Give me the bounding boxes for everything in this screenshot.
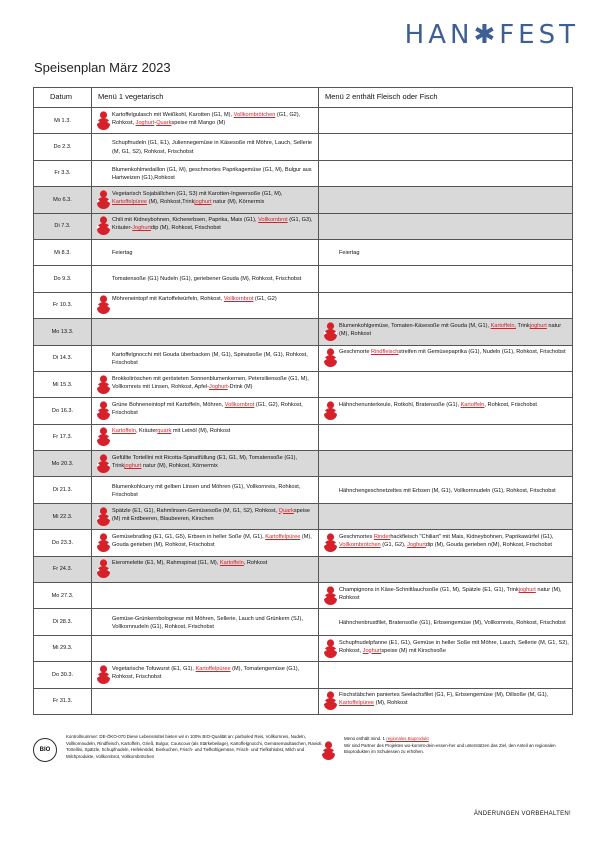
control-number-text: Kontrollnummer: DE-ÖKO-070 Diese Lebensmittel bieten wir in 100% BIO-Qualität an: parboiled Reis, Vollkornreis, Nudeln, Vollkornnudeln, Rindfleisch, Kartoffeln, Grieß, Bulgur, Couscous (als Stärkebeilage), Kartoffelgnocchi, Gemüsemaultaschen, Ravioli, Tortellini, Spätzle, Schupfnudeln, Hefeknödel, Eierkuchen, Frisch- und Tiefkühlgemüse, Frisch- und Tiefkühlobst, Milch und Milchprodukte, Vollkornbrot, Vollkornbrötchen	[66, 734, 323, 759]
menu1-cell-text	[112, 215, 315, 232]
menu2-cell	[319, 424, 573, 450]
table-row	[34, 477, 573, 503]
meal-text-fragment: Chili mit Kidneybohnen, Kichererbsen, Paprika, Mais (G1),	[112, 217, 259, 224]
meal-text-fragment: Eieromelette (E1, M), Rahmspinat (G1, M),	[112, 560, 220, 567]
date-cell: Mi 15.3.	[34, 371, 92, 397]
menu2-cell-text	[339, 120, 569, 121]
meal-text-fragment: speise mit Mango (M)	[171, 119, 226, 126]
regional-bio-item: Kartoffeln	[460, 401, 485, 408]
date-cell: Fr 10.3.	[34, 292, 92, 318]
meal-text-fragment: hackfleisch "Chiliart" mit Mais, Kidneybohnen, Paprikawürfel (G1),	[390, 533, 554, 540]
handfest-logo: HAN✱FEST	[404, 20, 579, 50]
menu1-cell	[92, 530, 319, 556]
menu1-cell	[92, 160, 319, 186]
regional-bio-item: Rindfleisch	[371, 349, 399, 356]
menu2-cell	[319, 635, 573, 661]
regional-bio-item: Kartoffeln	[219, 560, 244, 567]
meal-text-fragment: (M), Rohkost	[374, 700, 408, 707]
meal-text-fragment: Kartoffelgulasch mit Weißkohl, Karotten (G1, M),	[112, 111, 234, 118]
menu1-cell	[92, 635, 319, 661]
menu2-cell-text	[339, 199, 569, 200]
meal-text-fragment: Vegetarisch Sojabällchen (G1, S3) mit Karotten-Ingwersoße (G1, M),	[112, 190, 283, 197]
date-cell: Mo 20.3.	[34, 451, 92, 477]
regional-bio-item: Vollkornbrot	[223, 296, 254, 303]
meal-text-fragment: (G1, G2), Rohkost,	[112, 111, 301, 126]
menu1-cell-text	[112, 506, 315, 523]
menu1-cell-text	[112, 532, 315, 549]
meal-text-fragment: mit Leinöl (M), Rohkost	[171, 428, 231, 435]
menu1-cell	[92, 266, 319, 292]
regional-bio-item: Quark	[278, 507, 294, 514]
menu2-cell	[319, 319, 573, 345]
menu1-cell-text	[112, 189, 315, 206]
table-row	[34, 451, 573, 477]
menu2-cell-text	[339, 690, 569, 707]
menu2-cell	[319, 345, 573, 371]
meal-text-fragment: dip (M), Gouda gerieben n(M), Rohkost, Frischobst	[425, 542, 552, 549]
table-row	[34, 239, 573, 265]
menu2-cell-text	[339, 321, 569, 338]
menu2-cell	[319, 662, 573, 688]
meal-text-fragment: Feiertag	[112, 250, 133, 257]
meal-text-fragment: Fischstäbchen paniertes Seelachsfilet (G1, F), Erbsengemüse (M), Dillsoße (M, G1),	[339, 692, 549, 699]
menu1-cell	[92, 451, 319, 477]
regional-bio-icon	[322, 321, 339, 343]
regional-bio-icon	[95, 110, 112, 132]
regional-bio-icon	[95, 189, 112, 211]
column-header-date: Datum	[34, 88, 92, 108]
regional-bio-item: Vollkornbrot	[224, 401, 255, 408]
menu2-cell	[319, 451, 573, 477]
menu1-cell-text	[112, 294, 315, 303]
meal-text-fragment: , Rohkost	[243, 560, 268, 567]
regional-bio-item: Rinder	[373, 533, 391, 540]
menu1-cell-text	[112, 400, 315, 417]
meal-text-fragment: (M), Tomatengemüse (G1), Rohkost, Frischobst	[112, 665, 300, 680]
date-cell: Mi 1.3.	[34, 108, 92, 134]
table-row	[34, 108, 573, 134]
meal-text-fragment: dip (M), Rohkost, Frischobst	[150, 225, 221, 232]
menu1-cell	[92, 609, 319, 635]
menu2-cell	[319, 477, 573, 503]
menu2-cell	[319, 371, 573, 397]
menu2-cell-text	[339, 463, 569, 464]
menu1-cell-text	[112, 453, 315, 470]
menu1-cell	[92, 239, 319, 265]
table-row	[34, 187, 573, 213]
menu1-cell	[92, 319, 319, 345]
menu1-cell-text	[112, 350, 315, 367]
date-cell: Do 2.3.	[34, 134, 92, 160]
menu1-cell	[92, 556, 319, 582]
regional-bio-icon	[95, 664, 112, 686]
meal-text-fragment: -	[154, 119, 157, 126]
meal-text-fragment: Blumenkohlmedaillon (G1, M), geschmortes Paprikagemüse (G1, M), Bulgur aus Hartweizen (G1),Rohkost	[112, 166, 312, 181]
meal-text-fragment: natur (M), Körnermix	[211, 198, 265, 205]
regional-bio-item: Kartoffelpüree	[112, 198, 148, 205]
menu1-cell-text	[112, 374, 315, 391]
footer	[33, 734, 573, 804]
table-row	[34, 292, 573, 318]
menu1-cell-text	[112, 274, 315, 283]
date-cell: Di 28.3.	[34, 609, 92, 635]
meal-text-fragment: (M), Gouda gerieben (M), Rohkost, Frischobst	[112, 533, 312, 549]
meal-text-fragment: , Kräuter	[135, 428, 158, 435]
regional-bio-item: quark	[157, 428, 172, 435]
table-row	[34, 160, 573, 186]
menu2-cell	[319, 398, 573, 424]
menu2-cell	[319, 134, 573, 160]
meal-text-fragment: Geschmorte	[339, 349, 372, 356]
regional-bio-icon	[95, 400, 112, 422]
meal-text-fragment: natur (M), Rohkost, Körnermix	[141, 462, 218, 469]
menu2-cell-text	[339, 384, 569, 385]
menu2-cell-text	[339, 347, 569, 356]
meal-text-fragment: Champignons in Käse-Schnittlauchsoße (G1, M), Spätzle (E1, G1), Trink	[339, 586, 519, 593]
table-row	[34, 266, 573, 292]
regional-note-prefix: Menü enthält mind. 1	[344, 736, 387, 741]
regional-bio-icon	[322, 347, 339, 369]
regional-bio-icon	[322, 638, 339, 660]
meal-text-fragment: Trink	[516, 322, 530, 329]
column-header-menu1: Menü 1 vegetarisch	[92, 88, 319, 108]
menu2-cell-text	[339, 585, 569, 602]
menu1-cell-text	[112, 664, 315, 681]
regional-bio-item: joghurt	[124, 462, 142, 469]
bio-seal-icon: BIO	[33, 738, 57, 762]
table-row	[34, 583, 573, 609]
menu2-cell-text	[339, 147, 569, 148]
table-header-row	[34, 88, 573, 108]
menu2-cell	[319, 556, 573, 582]
date-cell: Di 7.3.	[34, 213, 92, 239]
regional-note-link[interactable]: regionales Bioprodukt	[386, 736, 429, 741]
menu1-cell	[92, 424, 319, 450]
meal-text-fragment: Schupfnudelpfanne (E1, G1), Gemüse in heller Soße mit Möhre, Lauch, Sellerie (M, G1, S2), Rohkost,	[339, 639, 569, 654]
menu1-cell	[92, 398, 319, 424]
regional-note	[344, 736, 564, 756]
date-cell: Do 23.3.	[34, 530, 92, 556]
regional-bio-icon	[95, 426, 112, 448]
menu2-cell-text	[339, 569, 569, 570]
regional-bio-item: Vollkornbrot	[258, 217, 288, 224]
meal-text-fragment: Gemüsebratling (E1, G1, G5), Erbsen in heller Soße (M, G1),	[112, 533, 266, 540]
column-header-menu2: Menü 2 enthält Fleisch oder Fisch	[319, 88, 573, 108]
menu-table-body	[34, 108, 573, 715]
meal-text-fragment: Kartoffelgnocchi mit Gouda überbacken (M, G1), Spinatsoße (M, G1), Rohkost, Frischobst	[112, 351, 308, 366]
regional-bio-icon	[322, 690, 339, 712]
meal-text-fragment: natur (M), Rohkost	[339, 586, 562, 601]
menu1-cell-text	[112, 648, 315, 649]
menu1-cell-text	[112, 138, 315, 155]
meal-text-fragment: Hähnchenunterkeule, Rotkohl, Bratensoße (G1),	[339, 401, 461, 408]
page-title: Speisenplan März 2023	[34, 60, 171, 75]
date-cell: Fr 3.3.	[34, 160, 92, 186]
menu1-cell-text	[112, 426, 315, 435]
meal-text-fragment: Blumenkohlgemüse, Tomaten-Käsesoße mit Gouda (M, G1),	[339, 322, 491, 329]
menu1-cell-text	[112, 331, 315, 332]
menu1-cell-text	[112, 165, 315, 182]
meal-text-fragment: Gefüllte Tortellini mit Ricotta-Spinatfüllung (E1, G1, M), Tomatensoße (G1), Trink	[112, 454, 298, 469]
meal-text-fragment: Brokkoliröschen mit gerösteten Sonnenblumenkernen, Petersiliensoße (G1, M), Vollkornreis mit Linsen, Rohkost, Apfel-	[112, 375, 309, 390]
menu2-cell-text	[339, 400, 569, 409]
regional-bio-item: Vollkornbrötchen	[233, 111, 276, 118]
meal-text-fragment: Blumenkohlcurry mit gelben Linsen und Möhren (G1), Vollkornreis, Rohkost, Frischobst	[112, 483, 301, 498]
meal-text-fragment: Gemüse-Grünkernbolognese mit Möhren, Sellerie, Lauch und Grünkern (SJ), Vollkornnudeln (G1), Rohkost, Frischobst	[112, 615, 303, 630]
date-cell: Mi 8.3.	[34, 239, 92, 265]
menu1-cell	[92, 662, 319, 688]
date-cell: Mo 13.3.	[34, 319, 92, 345]
menu2-cell	[319, 266, 573, 292]
menu2-cell	[319, 688, 573, 714]
table-row	[34, 319, 573, 345]
menu2-cell-text	[339, 516, 569, 517]
meal-text-fragment: Hähnchenbrustfilet, Bratensoße (G1), Erbsengemüse (M), Vollkornreis, Rohkost, Frischobst	[339, 619, 566, 626]
menu2-cell	[319, 187, 573, 213]
menu2-cell-text	[339, 305, 569, 306]
table-row	[34, 424, 573, 450]
meal-text-fragment: (G1, G2),	[380, 542, 408, 549]
menu2-cell-text	[339, 279, 569, 280]
menu2-cell	[319, 609, 573, 635]
regional-bio-item: Joghurt	[132, 225, 151, 232]
date-cell: Do 30.3.	[34, 662, 92, 688]
meal-text-fragment: natur (M), Rohkost	[339, 322, 562, 337]
date-cell: Fr 17.3.	[34, 424, 92, 450]
regional-bio-item: Kartoffelpüree	[265, 533, 301, 540]
regional-bio-icon	[95, 558, 112, 580]
menu2-cell	[319, 503, 573, 529]
menu1-cell	[92, 213, 319, 239]
menu2-cell-text	[339, 618, 569, 627]
menu2-cell-text	[339, 248, 569, 257]
regional-bio-badge-icon	[320, 740, 337, 767]
menu2-cell-text	[339, 226, 569, 227]
meal-text-fragment: speise (M) mit Erdbeeren, Blaubeeren, Kirschen	[112, 507, 311, 522]
menu1-cell	[92, 477, 319, 503]
menu2-cell	[319, 239, 573, 265]
menu1-cell	[92, 583, 319, 609]
table-row	[34, 398, 573, 424]
meal-text-fragment: -Drink (M)	[227, 383, 253, 390]
regional-bio-icon	[95, 215, 112, 237]
meal-text-fragment: Spätzle (E1, G1), Rahmlinsen-Gemüsesoße (M, G1, S2), Rohkost,	[112, 507, 279, 514]
table-row	[34, 635, 573, 661]
menu1-cell	[92, 108, 319, 134]
menu1-cell-text	[112, 248, 315, 257]
meal-text-fragment: streifen mit Gemüsepaprika (G1), Nudeln (G1), Rohkost, Frischobst	[398, 349, 566, 356]
table-row	[34, 345, 573, 371]
regional-bio-item: Kartoffeln	[112, 428, 136, 435]
regional-bio-icon	[95, 374, 112, 396]
date-cell: Mo 6.3.	[34, 187, 92, 213]
menu2-cell-text	[339, 532, 569, 549]
menu2-cell	[319, 530, 573, 556]
meal-text-fragment: Feiertag	[339, 250, 360, 257]
menu2-cell-text	[339, 638, 569, 655]
meal-text-fragment: speise (M) mit Kirschsoße	[381, 647, 446, 654]
meal-text-fragment: (G1, G3), Kräuter-	[112, 217, 313, 232]
meal-text-fragment: Vegetarische Tofuwurst (E1, G1),	[112, 665, 196, 672]
date-cell: Do 16.3.	[34, 398, 92, 424]
regional-bio-icon	[95, 506, 112, 528]
regional-bio-item: joghurt	[518, 586, 536, 593]
menu1-cell	[92, 688, 319, 714]
regional-bio-item: Joghurt	[209, 383, 228, 390]
menu1-cell	[92, 134, 319, 160]
menu1-cell-text	[112, 482, 315, 499]
table-row	[34, 134, 573, 160]
table-row	[34, 609, 573, 635]
regional-bio-item: Joghurt	[362, 647, 382, 654]
date-cell: Mo 27.3.	[34, 583, 92, 609]
date-cell: Fr 24.3.	[34, 556, 92, 582]
table-row	[34, 556, 573, 582]
meal-text-fragment: Grüne Bohneneintopf mit Kartoffeln, Möhren,	[112, 401, 225, 408]
regional-bio-icon	[95, 532, 112, 554]
meal-text-fragment: Hähnchengeschnetzeltes mit Erbsen (M, G1), Vollkornnudeln (G1), Rohkost, Frischobst	[339, 487, 556, 494]
table-row	[34, 503, 573, 529]
menu2-cell	[319, 583, 573, 609]
regional-bio-item: Kartoffeln,	[490, 322, 517, 329]
changes-reserved-note: ÄNDERUNGEN VORBEHALTEN!	[473, 811, 571, 817]
regional-note-text: Wir sind Partner des Projektes wo-kommt-dein-essen-her und unterstützen das Ziel, den Anteil an regionalen Bioprodukten im Schulessen zu erhöhen.	[344, 742, 556, 755]
menu-table	[33, 87, 573, 715]
meal-text-fragment: , Rohkost, Frischobst	[484, 401, 537, 408]
menu1-cell-text	[112, 558, 315, 567]
regional-bio-icon	[95, 294, 112, 316]
menu2-cell-text	[339, 437, 569, 438]
table-row	[34, 662, 573, 688]
menu2-cell-text	[339, 674, 569, 675]
meal-text-fragment: Tomatensoße (G1) Nudeln (G1), geriebener Gouda (M), Rohkost, Frischobst	[112, 276, 302, 283]
date-cell: Di 21.3.	[34, 477, 92, 503]
menu2-cell	[319, 108, 573, 134]
menu1-cell-text	[112, 614, 315, 631]
table-row	[34, 688, 573, 714]
menu1-cell-text	[112, 595, 315, 596]
table-row	[34, 371, 573, 397]
date-cell: Fr 31.3.	[34, 688, 92, 714]
menu1-cell-text	[112, 701, 315, 702]
menu1-cell	[92, 345, 319, 371]
date-cell: Di 14.3.	[34, 345, 92, 371]
regional-bio-icon	[322, 585, 339, 607]
meal-text-fragment: (G1, G2)	[253, 296, 277, 303]
meal-text-fragment: Möhreneintopf mit Kartoffelwürfeln, Rohkost,	[112, 296, 224, 303]
menu1-cell-text	[112, 110, 315, 127]
menu1-cell	[92, 292, 319, 318]
menu2-cell-text	[339, 486, 569, 495]
table-row	[34, 213, 573, 239]
meal-text-fragment: Schupfnudeln (G1, E1), Juliennegemüse in Käsesoße mit Möhre, Lauch, Sellerie (M, G1, S2), Rohkost, Frischobst	[112, 140, 312, 155]
table-row	[34, 530, 573, 556]
menu2-cell	[319, 292, 573, 318]
date-cell: Mi 29.3.	[34, 635, 92, 661]
regional-bio-item: Kartoffelpüree	[195, 665, 231, 672]
meal-text-fragment: (G1, G2), Rohkost, Frischobst	[112, 401, 303, 417]
regional-bio-icon	[322, 400, 339, 422]
menu1-cell	[92, 371, 319, 397]
menu1-cell	[92, 187, 319, 213]
menu2-cell	[319, 160, 573, 186]
date-cell: Mi 22.3.	[34, 503, 92, 529]
regional-bio-icon	[322, 532, 339, 554]
meal-text-fragment: Geschmortes	[339, 533, 374, 540]
regional-bio-item: Kartoffelpüree	[339, 700, 375, 707]
regional-bio-item: Quark	[156, 119, 172, 126]
regional-bio-icon	[95, 453, 112, 475]
date-cell: Do 9.3.	[34, 266, 92, 292]
regional-bio-item: joghurt	[529, 322, 547, 329]
regional-bio-item: joghurt	[194, 198, 212, 205]
meal-text-fragment: (M), Rohkost,Trink	[147, 198, 195, 205]
menu1-cell	[92, 503, 319, 529]
regional-bio-item: Vollkornbrötchen	[339, 542, 381, 549]
menu2-cell	[319, 213, 573, 239]
menu2-cell-text	[339, 173, 569, 174]
regional-bio-item: Joghurt	[135, 119, 155, 126]
regional-bio-item: Joghurt	[407, 542, 426, 549]
